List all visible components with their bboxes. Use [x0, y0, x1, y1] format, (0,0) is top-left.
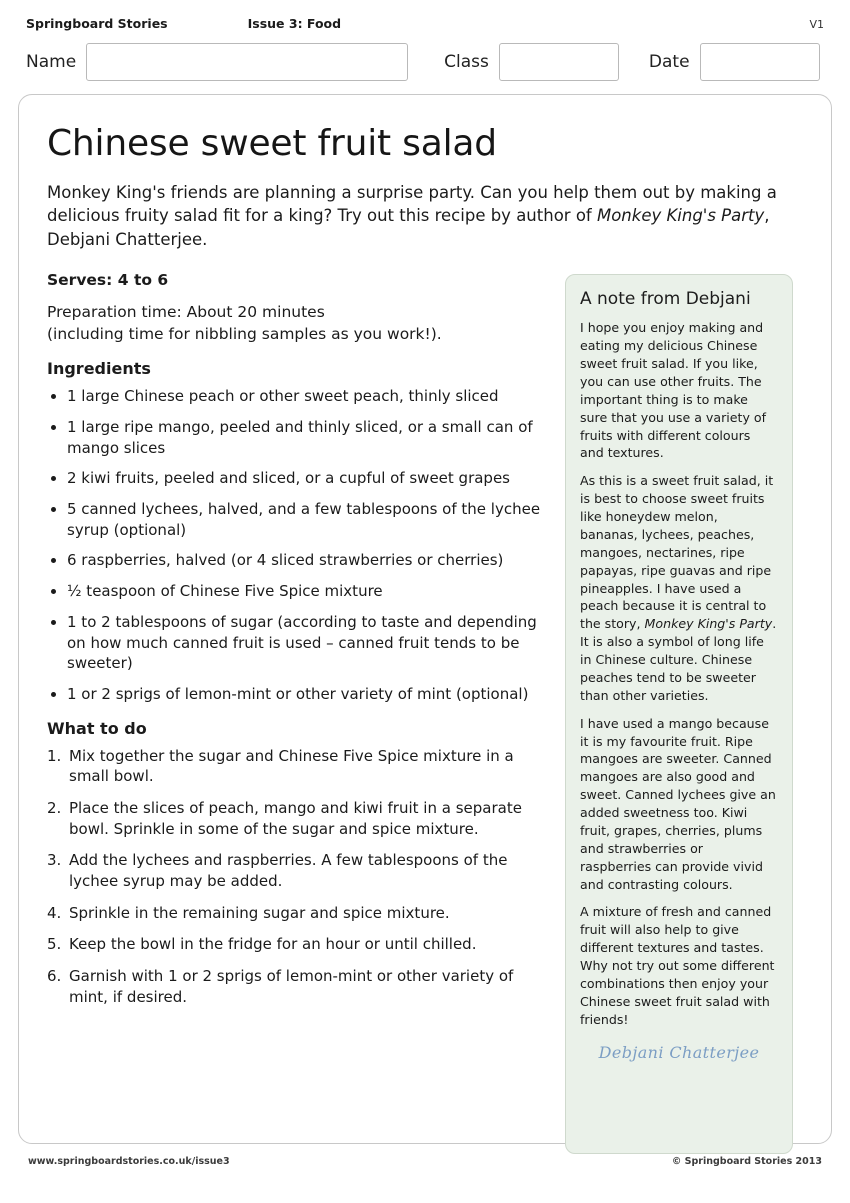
brand-title: Springboard Stories [26, 16, 168, 31]
content-columns [47, 270, 803, 1154]
author-note-paragraph-3: I have used a mango because it is my favourite fruit. Ripe mangoes are sweeter. Canned mangoes are also good and sweet. Canned lychees give an added sweetness too. Kiwi fruit, grapes, cherries, plums and strawberries or raspberries can provide vivid and contrasting colours. [580, 715, 776, 892]
worksheet-card [18, 94, 832, 1144]
steps-heading: What to do [47, 718, 147, 738]
serves-line: Serves: 4 to 6 [47, 271, 169, 290]
list-item: 1 large Chinese peach or other sweet peach, thinly sliced [47, 386, 547, 407]
ingredients-list [47, 386, 547, 704]
name-label: Name [26, 52, 77, 72]
list-item: 5 canned lychees, halved, and a few tablespoons of the lychee syrup (optional) [47, 499, 547, 540]
prep-time-line2: (including time for nibbling samples as you work!). [47, 324, 442, 343]
note-column [565, 270, 793, 1154]
list-item: Place the slices of peach, mango and kiwi fruit in a separate bowl. Sprinkle in some of the sugar and spice mixture. [69, 798, 522, 838]
list-item: Keep the bowl in the fridge for an hour or until chilled. [69, 935, 477, 954]
footer-copyright: © Springboard Stories 2013 [671, 1156, 822, 1167]
author-note-paragraph-2 [580, 472, 778, 704]
list-item: 1 to 2 tablespoons of sugar (according to taste and depending on how much canned fruit is used – canned fruit tends to be sweeter) [47, 612, 547, 674]
author-note-paragraph-1: I hope you enjoy making and eating my delicious Chinese sweet fruit salad. If you like, you can use other fruits. The important thing is to make sure that you use a variety of fruits with different colours and textures. [580, 320, 767, 461]
note-text-before: As this is a sweet fruit salad, it is best to choose sweet fruits like honeydew melon, bananas, lychees, peaches, mangoes, nectarines, ripe papayas, ripe guavas and ripe pineapples. I have used a peach because it is central to the story, [580, 473, 774, 632]
class-input[interactable] [499, 43, 619, 81]
issue-label: Issue 3: Food [247, 16, 342, 31]
date-label: Date [648, 52, 690, 72]
intro-paragraph [47, 181, 782, 253]
page-title: Chinese sweet fruit salad [47, 123, 497, 164]
author-signature: Debjani Chatterjee [598, 1042, 760, 1062]
prep-time-line1: Preparation time: About 20 minutes [47, 302, 325, 321]
footer-url[interactable]: www.springboardstories.co.uk/issue3 [28, 1156, 230, 1167]
list-item: 1 large ripe mango, peeled and thinly sliced, or a small can of mango slices [47, 417, 547, 458]
ingredients-heading: Ingredients [47, 359, 151, 379]
intro-text-after: , Debjani Chatterjee. [47, 206, 770, 250]
steps-list [47, 746, 547, 1008]
version-label: V1 [809, 18, 824, 31]
intro-text-before: Monkey King's friends are planning a surprise party. Can you help them out by making a delicious fruity salad fit for a king? Try out this recipe by author of [47, 182, 777, 226]
list-item: 2 kiwi fruits, peeled and sliced, or a cupful of sweet grapes [47, 468, 547, 489]
intro-book-title: Monkey King's Party [596, 206, 765, 226]
page-header [18, 10, 832, 36]
class-label: Class [444, 52, 489, 72]
recipe-column [47, 270, 547, 1154]
list-item: Add the lychees and raspberries. A few tablespoons of the lychee syrup may be added. [69, 851, 508, 891]
date-input[interactable] [700, 43, 820, 81]
prep-time-block [47, 302, 547, 345]
list-item: Garnish with 1 or 2 sprigs of lemon-mint or other variety of mint, if desired. [69, 967, 514, 1006]
note-text-after: . It is also a symbol of long life in Chinese culture. Chinese peaches tend to be sweeter than other varieties. [580, 616, 777, 703]
list-item: ½ teaspoon of Chinese Five Spice mixture [47, 581, 547, 602]
list-item: Sprinkle in the remaining sugar and spice mixture. [69, 903, 450, 922]
list-item: 6 raspberries, halved (or 4 sliced strawberries or cherries) [47, 550, 547, 571]
list-item: Mix together the sugar and Chinese Five Spice mixture in a small bowl. [69, 746, 514, 786]
identity-row [18, 36, 832, 94]
name-input[interactable] [86, 43, 408, 81]
author-note-heading: A note from Debjani [580, 289, 751, 310]
author-note-box [565, 274, 793, 1154]
note-book-title: Monkey King's Party [644, 616, 773, 632]
list-item: 1 or 2 sprigs of lemon-mint or other variety of mint (optional) [47, 684, 547, 705]
author-note-paragraph-4: A mixture of fresh and canned fruit will also help to give different textures and tastes. Why not try out some different combinations then enjoy your Chinese sweet fruit salad with friends! [580, 904, 775, 1027]
